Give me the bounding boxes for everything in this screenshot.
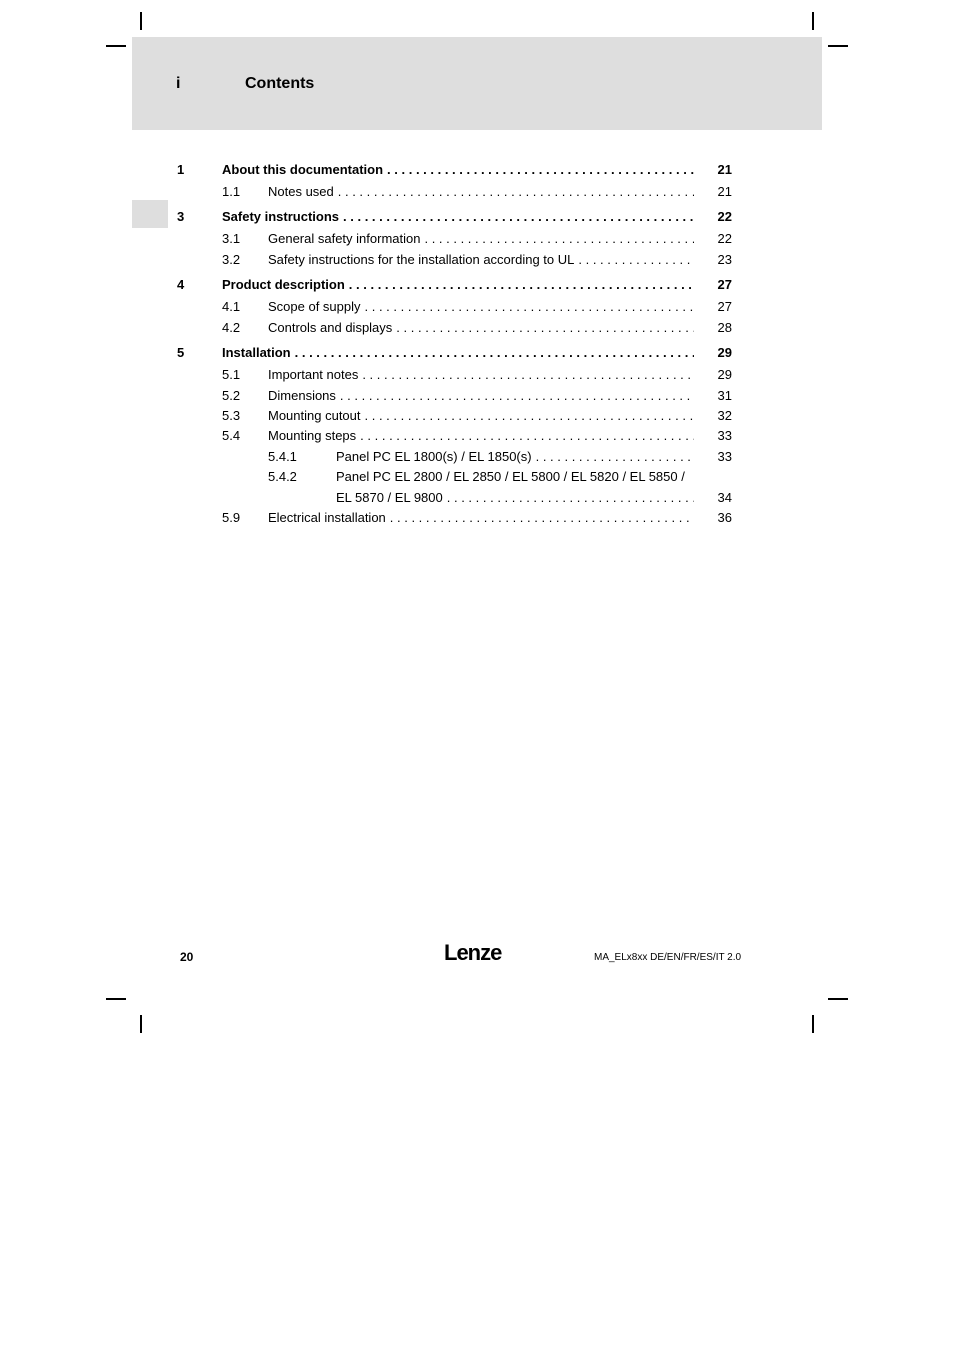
toc-entry-page: 36	[717, 510, 732, 525]
dot-leader	[365, 406, 694, 426]
toc-entry-title: Notes used	[268, 184, 334, 199]
toc-entry[interactable]	[0, 386, 954, 406]
toc-entry-number: 5.3	[222, 408, 241, 423]
toc-entry-page: 29	[717, 367, 732, 382]
toc-entry-title: Electrical installation	[268, 510, 386, 525]
toc-entry-page: 22	[717, 231, 732, 246]
toc-entry[interactable]	[0, 426, 954, 446]
toc-entry-page: 27	[717, 299, 732, 314]
crop-mark-bottom-left-h	[106, 998, 126, 1000]
crop-mark-top-right-v	[812, 12, 814, 30]
toc-entry-page: 22	[717, 209, 732, 224]
toc-entry-number: 5.4	[222, 428, 241, 443]
dot-leader	[447, 488, 694, 508]
toc-entry[interactable]	[0, 365, 954, 385]
dot-leader	[536, 447, 694, 467]
toc-entry-page: 29	[717, 345, 732, 360]
dot-leader	[396, 318, 694, 338]
toc-entry-title: Controls and displays	[268, 320, 393, 335]
toc-entry-number: 3	[177, 209, 185, 224]
dot-leader	[295, 343, 694, 363]
crop-mark-bottom-left-v	[140, 1015, 142, 1033]
toc-entry-title: Safety instructions	[222, 209, 340, 224]
toc-entry-title: Product description	[222, 277, 345, 292]
toc-entry[interactable]	[0, 447, 954, 467]
toc-entry-title: About this documentation	[222, 162, 384, 177]
toc-entry-title: Panel PC EL 1800(s) / EL 1850(s)	[336, 449, 532, 464]
toc-entry-number: 5.2	[222, 388, 241, 403]
toc-entry[interactable]	[0, 508, 954, 528]
toc-entry-page: 33	[717, 449, 732, 464]
toc-entry[interactable]	[0, 160, 954, 180]
page-title: Contents	[245, 75, 315, 92]
toc-entry[interactable]	[0, 207, 954, 227]
toc-entry[interactable]	[0, 343, 954, 363]
dot-leader	[338, 182, 694, 202]
document-id: MA_ELx8xx DE/EN/FR/ES/IT 2.0	[594, 952, 742, 963]
toc-entry-title: Mounting steps	[268, 428, 357, 443]
toc-entry-number: 4.1	[222, 299, 241, 314]
crop-mark-top-right-h	[828, 45, 848, 47]
toc-entry-title: Dimensions	[268, 388, 336, 403]
toc-entry-title: Important notes	[268, 367, 359, 382]
toc-entry-number: 1.1	[222, 184, 241, 199]
toc-entry-page: 27	[717, 277, 732, 292]
dot-leader	[387, 160, 694, 180]
toc-entry[interactable]	[0, 467, 954, 487]
toc-entry-title: Scope of supply	[268, 299, 361, 314]
toc-entry-title-continued: EL 5870 / EL 9800	[336, 490, 443, 505]
toc-entry-number: 5.4.1	[268, 449, 297, 464]
crop-mark-top-left-h	[106, 45, 126, 47]
toc-entry-continuation[interactable]	[0, 488, 954, 508]
toc-entry-number: 5.9	[222, 510, 241, 525]
dot-leader	[340, 386, 694, 406]
toc-entry[interactable]	[0, 275, 954, 295]
toc-entry-number: 4	[177, 277, 185, 292]
toc-entry-number: 3.1	[222, 231, 241, 246]
toc-entry-title: Safety instructions for the installation according to UL	[268, 252, 575, 267]
toc-entry-title: General safety information	[268, 231, 421, 246]
toc-entry-title: Installation	[222, 345, 291, 360]
toc-entry[interactable]	[0, 297, 954, 317]
dot-leader	[365, 297, 694, 317]
toc-entry-number: 1	[177, 162, 185, 177]
toc-entry-page: 32	[717, 408, 732, 423]
dot-leader	[362, 365, 694, 385]
toc-entry-number: 4.2	[222, 320, 241, 335]
toc-entry[interactable]	[0, 318, 954, 338]
lenze-logo: Lenze	[444, 940, 502, 965]
toc-entry-page: 31	[717, 388, 732, 403]
dot-leader	[424, 229, 694, 249]
toc-entry-number: 5.4.2	[268, 469, 297, 484]
toc-entry-number: 3.2	[222, 252, 241, 267]
toc-entry[interactable]	[0, 250, 954, 270]
header-band	[132, 37, 822, 130]
toc-entry-title: Mounting cutout	[268, 408, 361, 423]
toc-entry-title: Panel PC EL 2800 / EL 2850 / EL 5800 / EL 5820 / EL 5850 /	[336, 469, 685, 484]
page-number: 20	[180, 950, 194, 964]
toc-entry-page: 21	[717, 162, 732, 177]
dot-leader	[360, 426, 694, 446]
toc-entry-page: 21	[717, 184, 732, 199]
crop-mark-top-left-v	[140, 12, 142, 30]
crop-mark-bottom-right-h	[828, 998, 848, 1000]
toc-entry-number: 5	[177, 345, 185, 360]
toc-entry-page: 34	[717, 490, 732, 505]
toc-entry[interactable]	[0, 229, 954, 249]
dot-leader	[343, 207, 694, 227]
crop-mark-bottom-right-v	[812, 1015, 814, 1033]
toc-entry[interactable]	[0, 182, 954, 202]
toc-entry[interactable]	[0, 406, 954, 426]
toc-entry-page: 33	[717, 428, 732, 443]
dot-leader	[578, 250, 694, 270]
dot-leader	[390, 508, 694, 528]
info-icon: i	[176, 75, 181, 92]
dot-leader	[349, 275, 694, 295]
toc-entry-page: 28	[717, 320, 732, 335]
toc-entry-number: 5.1	[222, 367, 241, 382]
toc-entry-page: 23	[717, 252, 732, 267]
